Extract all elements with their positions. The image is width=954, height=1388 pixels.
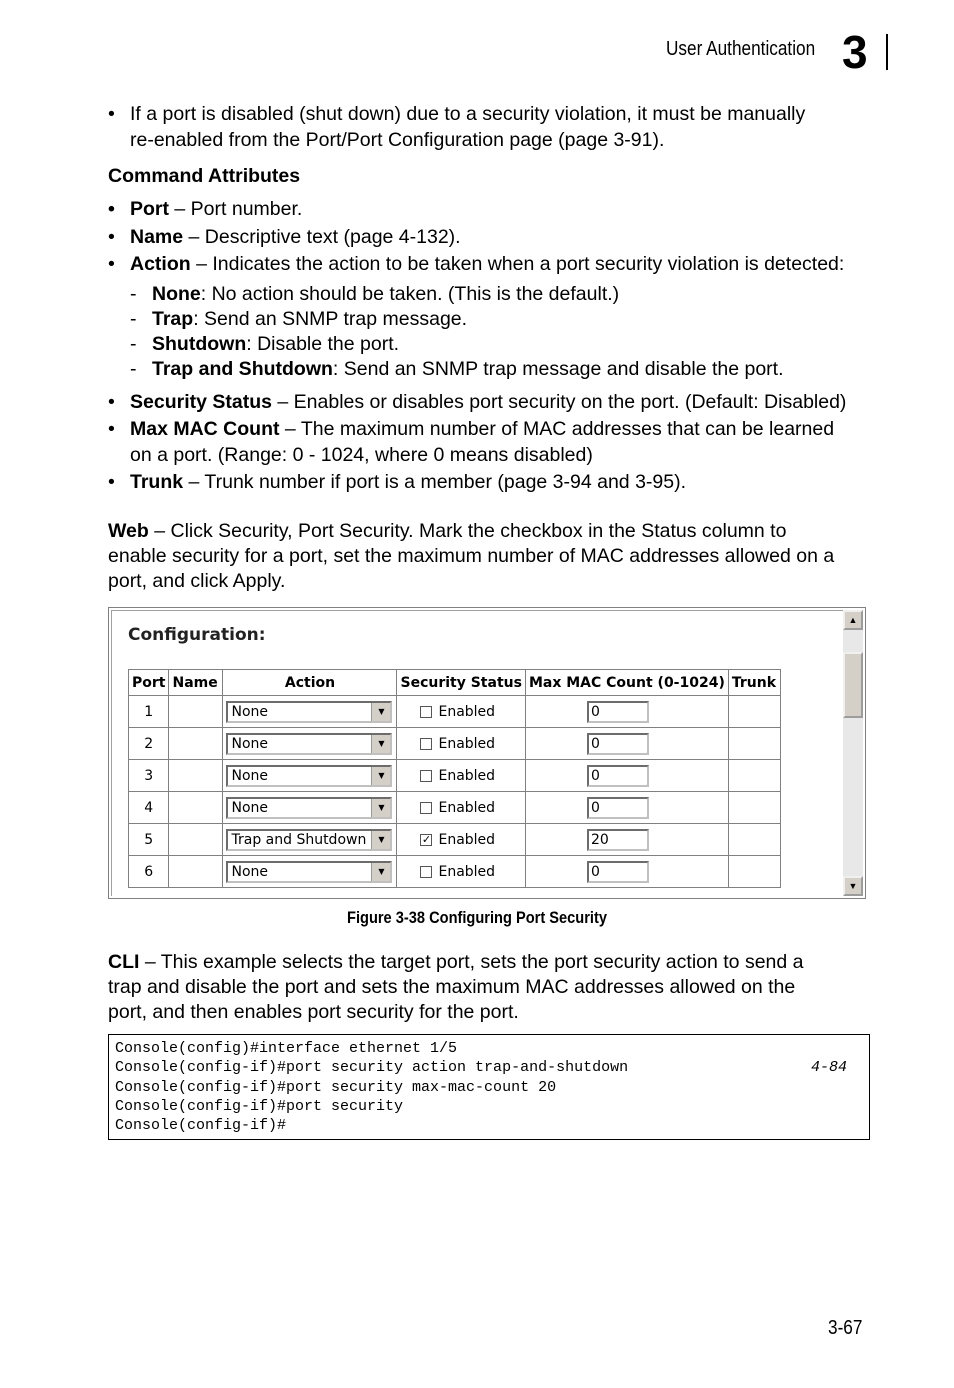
security-status-checkbox[interactable]: ✓ bbox=[421, 832, 432, 846]
dropdown-arrow-icon[interactable]: ▼ bbox=[371, 703, 390, 721]
configuration-frame bbox=[111, 610, 843, 896]
trunk-cell bbox=[728, 696, 780, 728]
attr-action: • Action – Indicates the action to be taken when a port security violation is detected: bbox=[108, 253, 845, 275]
dropdown-arrow-icon[interactable]: ▼ bbox=[371, 767, 390, 785]
action-cell bbox=[223, 824, 397, 856]
col-port: Port bbox=[129, 670, 169, 696]
max-mac-count-cell bbox=[525, 792, 728, 824]
col-trunk: Trunk bbox=[728, 670, 780, 696]
enabled-label: Enabled bbox=[438, 735, 496, 752]
chapter-number: 3 bbox=[842, 26, 868, 78]
action-option-none: - None: No action should be taken. (This is the default.) bbox=[130, 282, 620, 305]
intro-line-2: re-enabled from the Port/Port Configuration page (page 3-91). bbox=[130, 128, 665, 151]
attributes-list bbox=[108, 197, 888, 496]
attr-port: • Port – Port number. bbox=[108, 198, 303, 220]
code-line-5: Console(config-if)# bbox=[115, 1117, 287, 1135]
table-row bbox=[129, 792, 781, 824]
security-status-checkbox[interactable] bbox=[420, 866, 432, 878]
table-row bbox=[129, 728, 781, 760]
trunk-cell bbox=[728, 760, 780, 792]
dropdown-arrow-icon[interactable]: ▼ bbox=[371, 799, 390, 817]
running-header-title: User Authentication bbox=[666, 38, 816, 60]
security-status-checkbox[interactable] bbox=[420, 738, 432, 750]
action-select[interactable]: None ▼ bbox=[226, 701, 392, 723]
port-security-table bbox=[128, 669, 781, 888]
max-mac-count-input[interactable]: 0 bbox=[587, 701, 649, 723]
action-option-shutdown: - Shutdown: Disable the port. bbox=[130, 332, 400, 355]
table-row bbox=[129, 824, 781, 856]
dropdown-arrow-icon[interactable]: ▼ bbox=[371, 735, 390, 753]
enabled-label: Enabled bbox=[438, 799, 496, 816]
attr-max-mac-count: • Max MAC Count – The maximum number of MAC addresses that can be learned on a port. (Range: 0 - 1024, where 0 means disabled) bbox=[108, 418, 835, 466]
intro-bullet: • If a port is disabled (shut down) due to a security violation, it must be manually re-enabled from the Port/Port Configuration page (page 3-91). bbox=[108, 103, 806, 151]
col-name: Name bbox=[169, 670, 223, 696]
attr-trunk: • Trunk – Trunk number if port is a member (page 3-94 and 3-95). bbox=[108, 471, 687, 493]
dropdown-arrow-icon[interactable]: ▼ bbox=[371, 863, 390, 881]
max-mac-count-cell bbox=[525, 824, 728, 856]
port-cell: 6 bbox=[129, 856, 169, 888]
security-status-cell bbox=[397, 792, 525, 824]
port-cell: 3 bbox=[129, 760, 169, 792]
trunk-cell bbox=[728, 792, 780, 824]
attr-name: • Name – Descriptive text (page 4-132). bbox=[108, 225, 461, 248]
max-mac-count-cell bbox=[525, 696, 728, 728]
action-select[interactable]: Trap and Shutdown ▼ bbox=[226, 829, 392, 851]
action-option-trap: - Trap: Send an SNMP trap message. bbox=[130, 307, 468, 330]
port-cell: 1 bbox=[129, 696, 169, 728]
port-cell: 4 bbox=[129, 792, 169, 824]
enabled-label: Enabled bbox=[438, 863, 496, 880]
action-cell bbox=[223, 696, 397, 728]
cli-code-block bbox=[108, 1034, 870, 1140]
cli-paragraph: CLI – This example selects the target port, sets the port security action to send a trap and disable the port and sets the maximum MAC addresses allowed on the port, and then enables port security for the port. bbox=[108, 951, 804, 1023]
action-cell bbox=[223, 728, 397, 760]
code-page-ref: 4-84 bbox=[811, 1059, 848, 1077]
action-option-trap-and-shutdown: - Trap and Shutdown: Send an SNMP trap message and disable the port. bbox=[130, 357, 784, 380]
action-select[interactable]: None ▼ bbox=[226, 861, 392, 883]
action-cell bbox=[223, 856, 397, 888]
enabled-label: Enabled bbox=[438, 831, 496, 848]
action-select[interactable]: None ▼ bbox=[226, 797, 392, 819]
table-row bbox=[129, 696, 781, 728]
max-mac-count-cell bbox=[525, 760, 728, 792]
name-cell bbox=[169, 792, 223, 824]
max-mac-count-input[interactable]: 0 bbox=[587, 733, 649, 755]
col-max-mac-count: Max MAC Count (0-1024) bbox=[525, 670, 728, 696]
code-line-3: Console(config-if)#port security max-mac-count 20 bbox=[115, 1078, 557, 1096]
table-row bbox=[129, 856, 781, 888]
table-row bbox=[129, 760, 781, 792]
max-mac-count-input[interactable]: 20 bbox=[587, 829, 649, 851]
name-cell bbox=[169, 728, 223, 760]
intro-line-1: If a port is disabled (shut down) due to a security violation, it must be manually bbox=[130, 103, 806, 125]
security-status-cell bbox=[397, 824, 525, 856]
security-status-cell bbox=[397, 760, 525, 792]
max-mac-count-input[interactable]: 0 bbox=[587, 861, 649, 883]
port-cell: 2 bbox=[129, 728, 169, 760]
code-line-1: Console(config)#interface ethernet 1/5 bbox=[115, 1040, 458, 1057]
table-header-row bbox=[129, 670, 781, 696]
max-mac-count-cell bbox=[525, 856, 728, 888]
max-mac-count-input[interactable]: 0 bbox=[587, 765, 649, 787]
action-cell bbox=[223, 760, 397, 792]
scroll-down-arrow-icon[interactable]: ▼ bbox=[843, 876, 863, 896]
attributes-heading: Command Attributes bbox=[108, 165, 301, 187]
port-security-screenshot bbox=[108, 607, 866, 899]
name-cell bbox=[169, 824, 223, 856]
security-status-checkbox[interactable] bbox=[420, 802, 432, 814]
enabled-label: Enabled bbox=[438, 703, 496, 720]
name-cell bbox=[169, 760, 223, 792]
configuration-title: Configuration: bbox=[128, 625, 266, 645]
page-number: 3-67 bbox=[828, 1317, 863, 1339]
trunk-cell bbox=[728, 728, 780, 760]
max-mac-count-cell bbox=[525, 728, 728, 760]
figure-caption: Figure 3-38 Configuring Port Security bbox=[347, 908, 607, 927]
security-status-checkbox[interactable] bbox=[420, 706, 432, 718]
chapter-divider bbox=[886, 34, 888, 70]
code-line-2: Console(config-if)#port security action trap-and-shutdown 4-84 bbox=[115, 1059, 848, 1077]
security-status-cell bbox=[397, 856, 525, 888]
scrollbar-thumb[interactable] bbox=[843, 652, 863, 718]
action-select[interactable]: None ▼ bbox=[226, 765, 392, 787]
trunk-cell bbox=[728, 824, 780, 856]
security-status-cell bbox=[397, 696, 525, 728]
max-mac-count-input[interactable]: 0 bbox=[587, 797, 649, 819]
dropdown-arrow-icon[interactable]: ▼ bbox=[371, 831, 390, 849]
enabled-label: Enabled bbox=[438, 767, 496, 784]
col-security-status: Security Status bbox=[397, 670, 525, 696]
scroll-up-arrow-icon[interactable]: ▲ bbox=[843, 610, 863, 630]
vertical-scrollbar[interactable] bbox=[843, 610, 863, 896]
security-status-checkbox[interactable] bbox=[420, 770, 432, 782]
port-cell: 5 bbox=[129, 824, 169, 856]
col-action: Action bbox=[223, 670, 397, 696]
code-line-4: Console(config-if)#port security bbox=[115, 1097, 404, 1115]
name-cell bbox=[169, 696, 223, 728]
security-status-cell bbox=[397, 728, 525, 760]
attr-security-status: • Security Status – Enables or disables port security on the port. (Default: Disabled) bbox=[108, 390, 847, 413]
trunk-cell bbox=[728, 856, 780, 888]
action-select[interactable]: None ▼ bbox=[226, 733, 392, 755]
action-cell bbox=[223, 792, 397, 824]
name-cell bbox=[169, 856, 223, 888]
web-paragraph: Web – Click Security, Port Security. Mark the checkbox in the Status column to enable security for a port, set the maximum number of MAC addresses allowed on a port, and click Apply. bbox=[108, 520, 835, 592]
